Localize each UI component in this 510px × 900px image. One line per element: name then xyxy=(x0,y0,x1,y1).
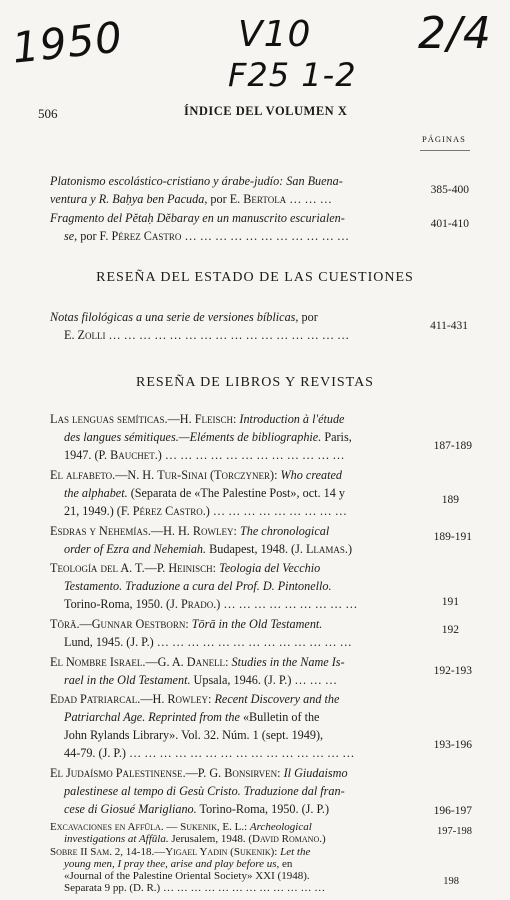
review-5-author: Gunnar Oestborn xyxy=(91,617,186,631)
estado-pages: 411-431 xyxy=(430,320,468,332)
review-5-line-1 xyxy=(50,615,322,634)
review-8-translator: cese di Giosué Marigliano. xyxy=(64,802,197,816)
review-8-colon: : xyxy=(277,766,284,780)
article-2-pages: 401-410 xyxy=(430,218,469,230)
article-1-title-end: ventura y R. Baḥya ben Pacuda, xyxy=(50,192,208,206)
review-7-title-cont: Patriarchal Age. Reprinted from the xyxy=(64,710,240,724)
handwritten-code-1: V10 xyxy=(238,14,312,55)
review-1-line-2 xyxy=(64,428,352,447)
review-2-date: 21, 1949.) (F. xyxy=(64,504,133,518)
review-10-title: Let the xyxy=(280,846,311,859)
handwritten-year: 1950 xyxy=(9,12,126,73)
review-3-line-2 xyxy=(64,540,352,559)
review-4-colon: : xyxy=(212,561,220,575)
paginas-label: PÁGINAS xyxy=(422,134,466,144)
review-9-place: Jerusalem, 1948. ( xyxy=(168,832,253,845)
review-1-title: Introduction à l'étude xyxy=(239,412,345,426)
review-9-author: Sukenik xyxy=(180,821,217,833)
review-4-dots: .) … … … … … … … … … xyxy=(213,597,358,611)
review-3-sep: .—H. H. xyxy=(147,524,193,538)
review-10-line-4: Separata 9 pp. (D. R.) … … … … … … … … … … … … xyxy=(64,881,326,894)
review-5-line-2: Lund, 1945. (J. P.) … … … … … … … … … … … … … xyxy=(64,635,352,649)
review-7-line-1 xyxy=(50,690,339,709)
review-8-place: Torino-Roma, 1950. (J. P.) xyxy=(196,802,330,816)
review-1-line-3 xyxy=(64,446,345,465)
review-2-dots: .) … … … … … … … … … xyxy=(202,504,347,518)
review-1-line-1 xyxy=(50,410,344,429)
review-2-reviewer: Pérez Castro xyxy=(132,504,203,518)
review-7-colon: : xyxy=(208,692,215,706)
review-1-colon: : xyxy=(232,412,240,426)
review-3-place: Budapest, 1948. (J. xyxy=(206,542,306,556)
review-5-colon: : xyxy=(185,617,192,631)
review-5-topic: Tōrā xyxy=(50,617,77,631)
review-5-pages: 192 xyxy=(441,624,459,636)
review-2-sep: .—N. H. xyxy=(112,468,158,482)
review-7-pages: 193-196 xyxy=(433,739,472,751)
page-number: 506 xyxy=(38,106,58,121)
review-7-title: Recent Discovery and the xyxy=(214,692,340,706)
review-9-title: Archeological xyxy=(249,821,312,833)
review-6-line-1 xyxy=(50,653,345,672)
section-estado-title: RESEÑA DEL ESTADO DE LAS CUESTIONES xyxy=(96,270,414,285)
review-10-line-3: «Journal of the Palestine Oriental Society» XXI (1948). xyxy=(64,869,310,882)
review-9-topic: Excavaciones en Affūla xyxy=(50,821,161,833)
review-6-sep: .—G. A. xyxy=(142,655,187,669)
handwritten-fraction: 2/4 xyxy=(418,8,492,59)
review-8-title: Il Giudaismo xyxy=(283,766,348,780)
article-2-dots: … … … … … … … … … … … xyxy=(181,229,349,243)
review-4-pages: 191 xyxy=(441,596,459,608)
article-1-pages: 385-400 xyxy=(430,184,469,196)
review-4-topic: Teología del A. T. xyxy=(50,561,145,575)
review-7-author: Rowley xyxy=(167,692,209,706)
review-9-sep: . — xyxy=(160,821,181,833)
review-4-line-1 xyxy=(50,559,320,578)
review-3-title: The chronological xyxy=(239,524,330,538)
article-2-line-2 xyxy=(64,227,349,246)
review-6-author: Danell xyxy=(186,655,226,669)
article-2-by: por F. xyxy=(77,229,112,243)
review-2-pages: 189 xyxy=(441,494,459,506)
review-9-title-cont: investigations at Affūla. xyxy=(64,832,169,845)
review-1-topic: Las lenguas semíticas xyxy=(50,412,165,426)
review-10-colon: : xyxy=(274,846,281,859)
review-7-topic: Edad Patriarcal xyxy=(50,692,138,706)
review-7-line-2 xyxy=(64,708,319,727)
review-3-colon: : xyxy=(233,524,240,538)
review-1-reviewer: Bauchet xyxy=(110,448,155,462)
review-1-sep: .—H. xyxy=(164,412,195,426)
review-2-author: Tur-Sinai (Torczyner) xyxy=(157,468,275,482)
review-6-line-2 xyxy=(64,671,337,690)
article-1-dots: … … … xyxy=(286,192,332,206)
estado-line-1 xyxy=(50,308,318,327)
review-10-sep: .— xyxy=(151,846,166,859)
review-1-pages: 187-189 xyxy=(433,440,472,452)
review-8-pages: 196-197 xyxy=(433,805,472,817)
review-10-pages: 198 xyxy=(443,876,459,888)
review-3-end: .) xyxy=(344,542,353,556)
review-6-pages: 192-193 xyxy=(433,665,472,677)
section-resena-title: RESEÑA DE LIBROS Y REVISTAS xyxy=(136,375,374,390)
review-3-pages: 189-191 xyxy=(433,531,472,543)
review-2-line-2 xyxy=(64,484,345,503)
review-8-line-2: palestinese al tempo di Gesù Cristo. Traduzione dal fran- xyxy=(64,784,345,798)
review-4-reviewer: Prado xyxy=(180,597,214,611)
article-1-by: por E. xyxy=(207,192,244,206)
review-3-title-cont: order of Ezra and Nehemiah. xyxy=(64,542,207,556)
review-2-line-3 xyxy=(64,502,347,521)
review-2-topic: El alfabeto xyxy=(50,468,113,482)
review-8-topic: El Judaísmo Palestinense xyxy=(50,766,183,780)
review-4-title: Teologia del Vecchio xyxy=(219,561,321,575)
review-1-author: Fleisch xyxy=(194,412,233,426)
estado-author: Zolli xyxy=(77,328,106,342)
review-9-end: .) xyxy=(319,832,326,845)
review-7-sep: .—H. xyxy=(137,692,168,706)
header-rule xyxy=(420,150,470,151)
article-1-author: Bertola xyxy=(243,192,287,206)
review-6-topic: El Nombre Israel xyxy=(50,655,143,669)
review-8-sep: .—P. G. xyxy=(182,766,225,780)
estado-title: Notas filológicas a una serie de versiones bíblicas, xyxy=(50,310,299,324)
review-3-topic: Esdras y Nehemías xyxy=(50,524,148,538)
review-7-line-4: 44-79. (J. P.) … … … … … … … … … … … … … … … xyxy=(64,746,355,760)
review-9-initials: , E. L.: xyxy=(216,821,250,833)
review-2-title: Who created xyxy=(280,468,343,482)
review-2-title-cont: the alphabet. xyxy=(64,486,128,500)
review-6-title-cont: rael in the Old Testament. xyxy=(64,673,191,687)
review-7-source: «Bulletin of the xyxy=(239,710,320,724)
review-2-source: (Separata de «The Palestine Post», oct. 14 y xyxy=(127,486,345,500)
review-8-line-3 xyxy=(64,800,329,819)
review-3-reviewer: Llamas xyxy=(305,542,345,556)
review-2-line-1 xyxy=(50,466,342,485)
review-5-title: Tōrā in the Old Testament. xyxy=(191,617,323,631)
review-1-title-cont: des langues sémitiques.—Eléments de bibliographie. xyxy=(64,430,322,444)
review-9-reviewer: David Romano xyxy=(252,832,320,845)
review-9-pages: 197-198 xyxy=(437,825,472,837)
review-10-author: Yigael Yadin (Sukenik) xyxy=(165,846,275,859)
review-4-sep: —P. xyxy=(144,561,169,575)
review-1-year: 1947. (P. xyxy=(64,448,111,462)
review-6-place: Upsala, 1946. (J. P.) … … … xyxy=(190,673,338,687)
review-4-author: Heinisch xyxy=(168,561,213,575)
page-title: ÍNDICE DEL VOLUMEN X xyxy=(184,104,348,118)
review-6-colon: : xyxy=(225,655,232,669)
article-1-line-1: Platonismo escolástico-cristiano y árabe-judío: San Buena- xyxy=(50,174,343,188)
review-2-colon: : xyxy=(274,468,281,482)
review-5-sep: .— xyxy=(76,617,92,631)
review-4-line-3 xyxy=(64,595,357,614)
review-1-place: Paris, xyxy=(321,430,352,444)
estado-line-2 xyxy=(64,326,349,345)
article-2-title-end: se, xyxy=(64,229,78,243)
review-10-title-cont: young men, I pray thee, arise and play before us, xyxy=(64,858,280,870)
review-3-line-1 xyxy=(50,522,329,541)
review-8-line-1 xyxy=(50,764,348,783)
review-8-author: Bonsirven xyxy=(224,766,278,780)
review-1-dots: .) … … … … … … … … … … … … xyxy=(154,448,345,462)
estado-dots: … … … … … … … … … … … … … … … … xyxy=(105,328,350,342)
review-10-topic: Sobre II Sam. 2, 14-18 xyxy=(50,846,152,859)
article-2-line-1: Fragmento del Pĕtaḥ Dĕbaray en un manuscrito escurialen- xyxy=(50,211,345,225)
estado-initial: E. xyxy=(64,328,78,342)
article-1-line-2 xyxy=(50,190,332,209)
review-7-line-3: John Rylands Library». Vol. 32. Núm. 1 (sept. 1949), xyxy=(64,728,324,742)
estado-por: por xyxy=(298,310,318,324)
review-10-en: en xyxy=(279,858,293,870)
review-4-place: Torino-Roma, 1950. (J. xyxy=(64,597,181,611)
review-4-line-2: Testamento. Traduzione a cura del Prof. D. Pintonello. xyxy=(64,579,332,593)
handwritten-code-2: F25 1-2 xyxy=(228,56,357,94)
article-2-author: Pérez Castro xyxy=(111,229,182,243)
review-6-title: Studies in the Name Is- xyxy=(231,655,345,669)
review-3-author: Rowley xyxy=(192,524,234,538)
